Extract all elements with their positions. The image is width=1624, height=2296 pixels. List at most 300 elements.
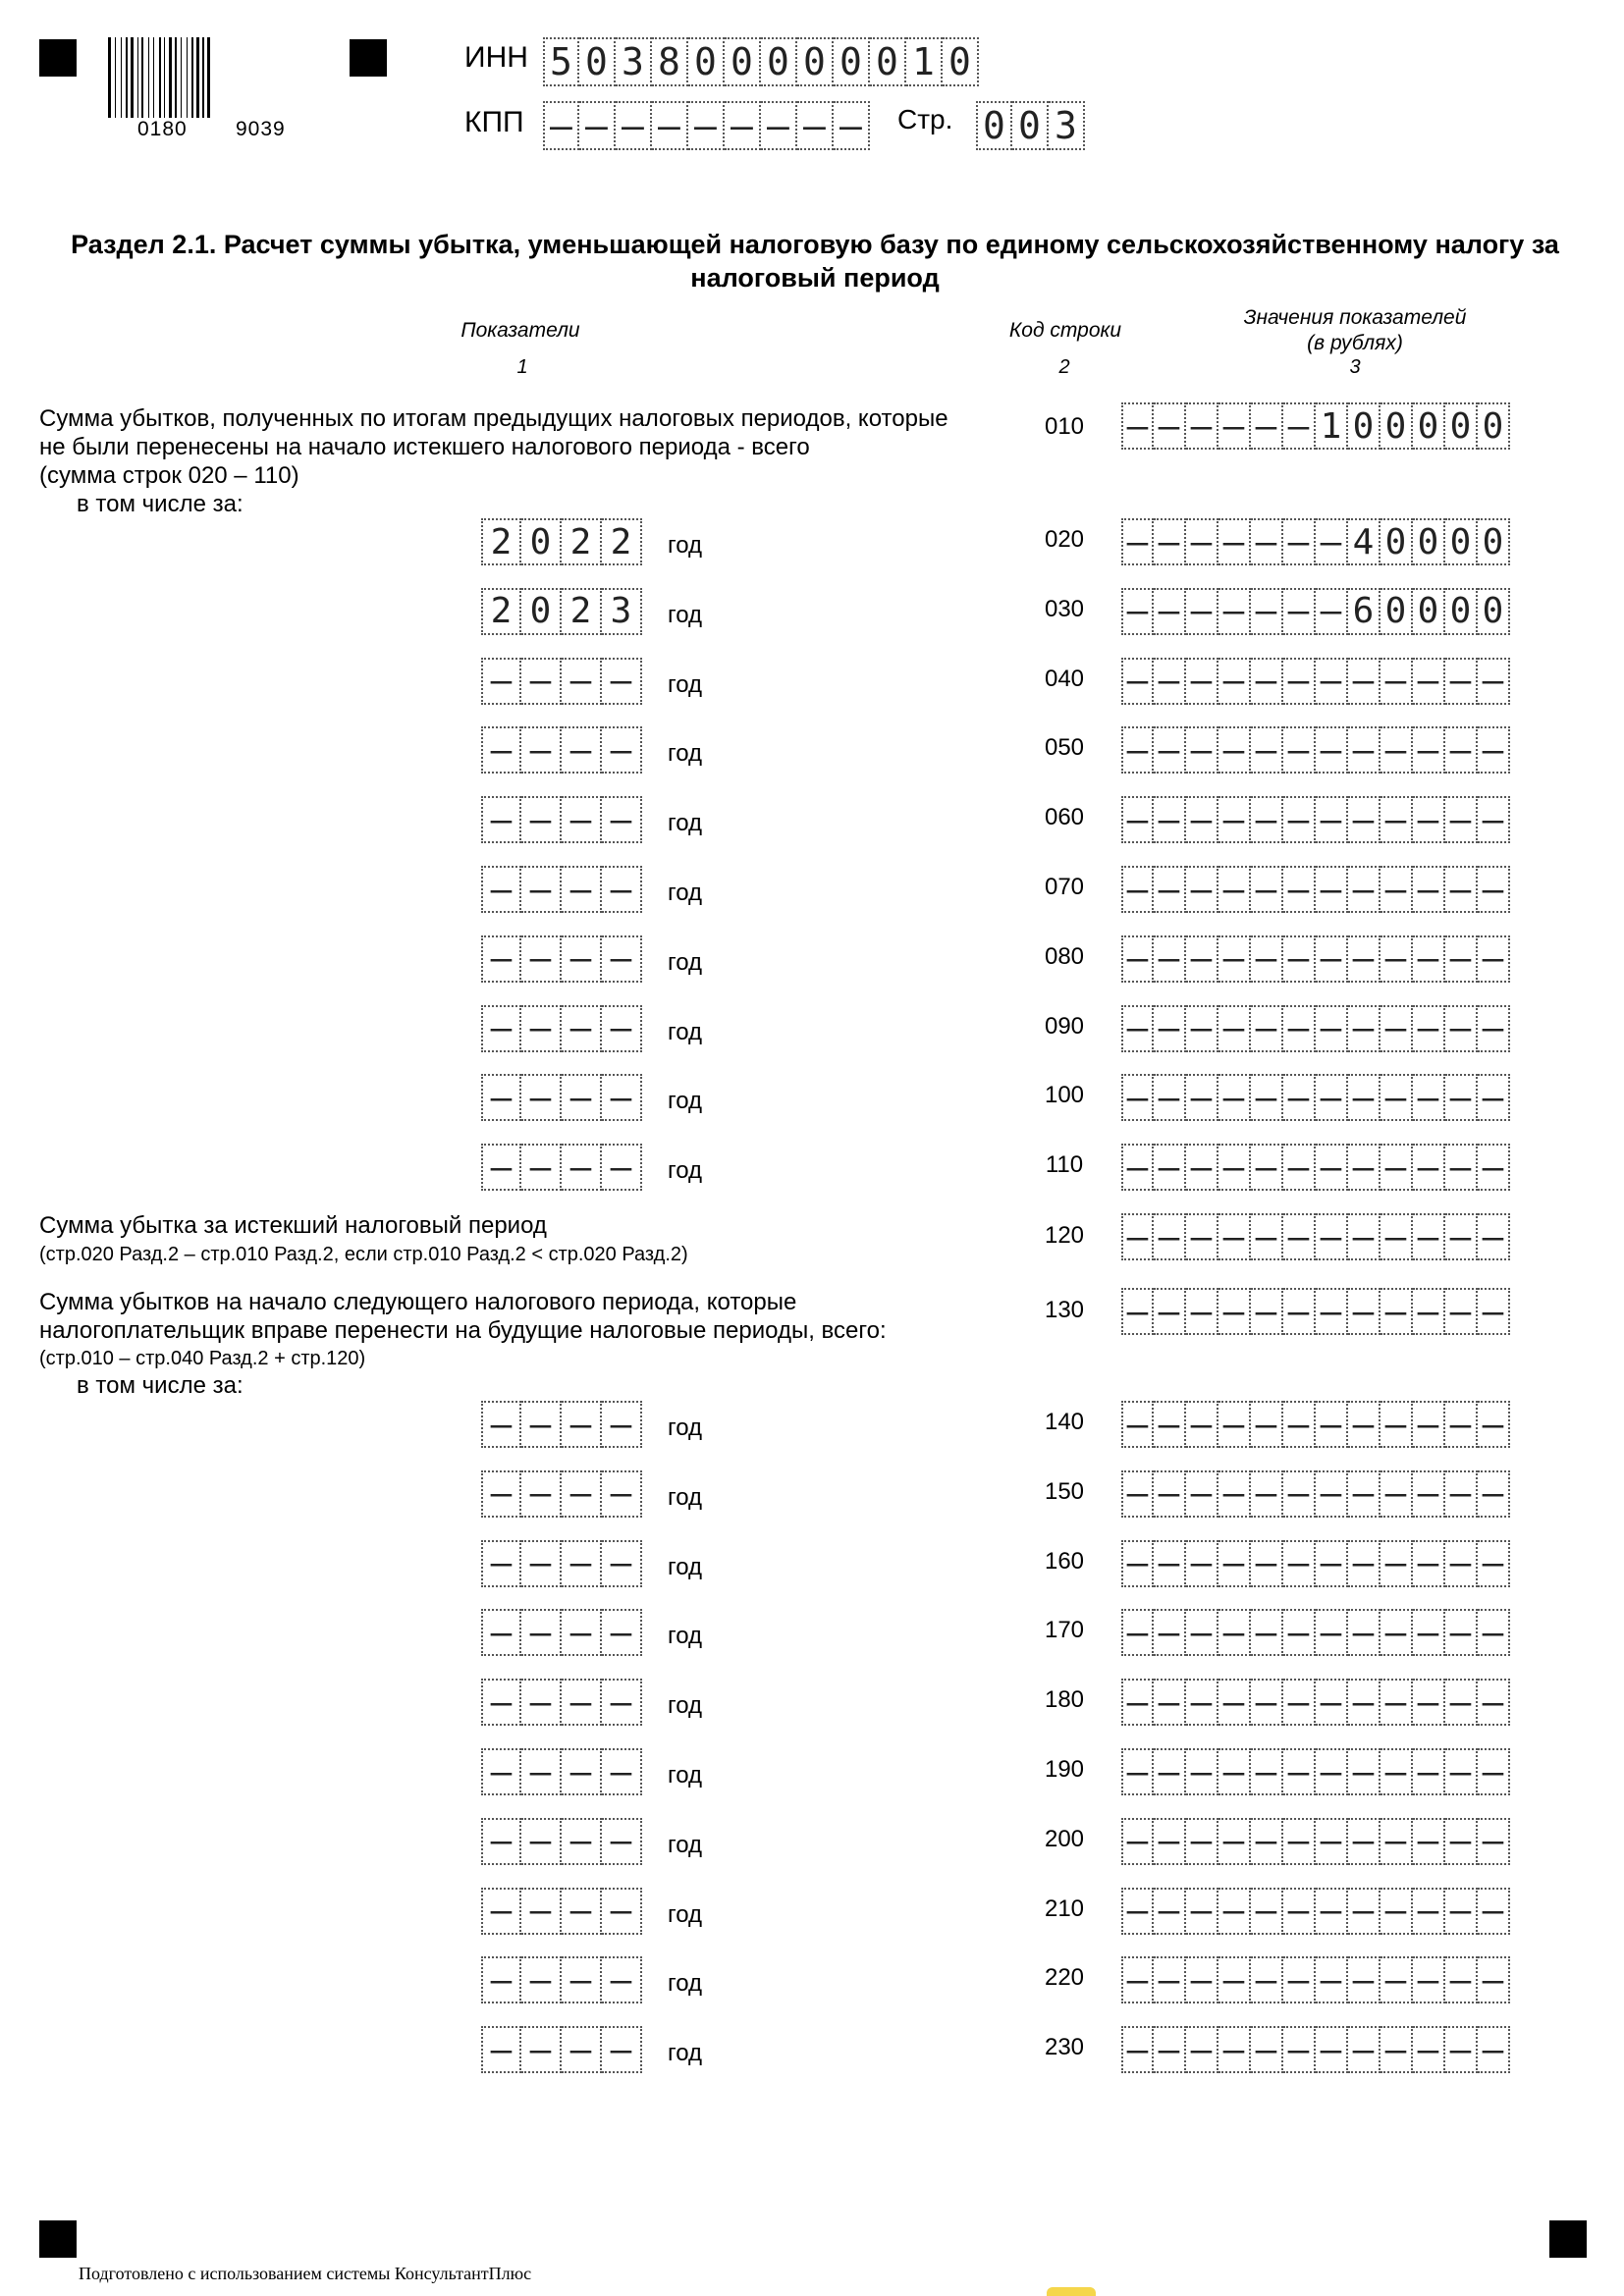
comb-cell[interactable]: 2 bbox=[562, 518, 602, 565]
comb-cell[interactable]: – bbox=[1251, 1005, 1283, 1052]
comb-cell[interactable]: – bbox=[1316, 1144, 1348, 1191]
year-field-140[interactable] bbox=[481, 1401, 642, 1448]
comb-cell[interactable]: – bbox=[562, 796, 602, 843]
comb-cell[interactable]: – bbox=[1251, 402, 1283, 450]
comb-cell[interactable]: – bbox=[1186, 1540, 1218, 1587]
comb-cell[interactable]: – bbox=[1380, 1470, 1413, 1518]
comb-cell[interactable]: – bbox=[1413, 2026, 1445, 2073]
comb-cell[interactable]: – bbox=[834, 101, 870, 150]
comb-cell[interactable]: – bbox=[1218, 1005, 1251, 1052]
comb-cell[interactable]: – bbox=[1218, 935, 1251, 983]
comb-cell[interactable]: – bbox=[1154, 796, 1186, 843]
comb-cell[interactable]: – bbox=[1186, 1213, 1218, 1260]
comb-cell[interactable]: 5 bbox=[543, 37, 579, 86]
comb-cell[interactable]: – bbox=[1218, 1470, 1251, 1518]
comb-cell[interactable]: – bbox=[1121, 1288, 1154, 1335]
comb-cell[interactable]: – bbox=[1186, 1818, 1218, 1865]
comb-cell[interactable]: – bbox=[602, 1748, 642, 1795]
comb-cell[interactable]: – bbox=[1251, 1679, 1283, 1726]
comb-cell[interactable]: – bbox=[652, 101, 688, 150]
comb-cell[interactable]: – bbox=[1478, 2026, 1510, 2073]
comb-cell[interactable]: – bbox=[1186, 1679, 1218, 1726]
comb-cell[interactable]: – bbox=[481, 1956, 521, 2003]
line-value-field-060[interactable] bbox=[1121, 796, 1510, 843]
year-field-150[interactable] bbox=[481, 1470, 642, 1518]
comb-cell[interactable]: – bbox=[521, 796, 562, 843]
comb-cell[interactable]: – bbox=[1251, 1540, 1283, 1587]
comb-cell[interactable]: – bbox=[1154, 1679, 1186, 1726]
comb-cell[interactable]: – bbox=[521, 1956, 562, 2003]
comb-cell[interactable]: – bbox=[1154, 1956, 1186, 2003]
comb-cell[interactable]: – bbox=[1251, 935, 1283, 983]
comb-cell[interactable]: – bbox=[1380, 1005, 1413, 1052]
comb-cell[interactable]: – bbox=[1283, 1540, 1316, 1587]
comb-cell[interactable]: – bbox=[602, 1956, 642, 2003]
comb-cell[interactable]: 0 bbox=[870, 37, 906, 86]
comb-cell[interactable]: – bbox=[1445, 1213, 1478, 1260]
comb-cell[interactable]: – bbox=[1283, 518, 1316, 565]
comb-cell[interactable]: – bbox=[1121, 1748, 1154, 1795]
comb-cell[interactable]: – bbox=[1218, 1609, 1251, 1656]
comb-cell[interactable]: – bbox=[1218, 1144, 1251, 1191]
comb-cell[interactable]: – bbox=[602, 1005, 642, 1052]
comb-cell[interactable]: 1 bbox=[1316, 402, 1348, 450]
comb-cell[interactable]: 3 bbox=[616, 37, 652, 86]
year-field-220[interactable] bbox=[481, 1956, 642, 2003]
comb-cell[interactable]: – bbox=[1478, 1748, 1510, 1795]
year-field-040[interactable] bbox=[481, 658, 642, 705]
comb-cell[interactable]: – bbox=[1121, 1609, 1154, 1656]
year-field-060[interactable] bbox=[481, 796, 642, 843]
comb-cell[interactable]: – bbox=[481, 1540, 521, 1587]
comb-cell[interactable]: – bbox=[1413, 1401, 1445, 1448]
kpp-field[interactable] bbox=[543, 101, 870, 150]
comb-cell[interactable]: – bbox=[1478, 1679, 1510, 1726]
comb-cell[interactable]: – bbox=[1121, 1540, 1154, 1587]
comb-cell[interactable]: 0 bbox=[1012, 101, 1049, 150]
comb-cell[interactable]: – bbox=[1413, 1888, 1445, 1935]
comb-cell[interactable]: 2 bbox=[481, 518, 521, 565]
line-value-field-170[interactable] bbox=[1121, 1609, 1510, 1656]
comb-cell[interactable]: – bbox=[1154, 1748, 1186, 1795]
comb-cell[interactable]: – bbox=[1154, 866, 1186, 913]
comb-cell[interactable]: 4 bbox=[1348, 518, 1380, 565]
comb-cell[interactable]: – bbox=[1186, 935, 1218, 983]
comb-cell[interactable]: – bbox=[481, 866, 521, 913]
comb-cell[interactable]: – bbox=[1121, 1470, 1154, 1518]
comb-cell[interactable]: – bbox=[1186, 658, 1218, 705]
comb-cell[interactable]: – bbox=[1251, 1470, 1283, 1518]
line-value-field-110[interactable] bbox=[1121, 1144, 1510, 1191]
comb-cell[interactable]: – bbox=[602, 1679, 642, 1726]
comb-cell[interactable]: – bbox=[1348, 935, 1380, 983]
comb-cell[interactable]: – bbox=[521, 726, 562, 774]
comb-cell[interactable]: – bbox=[1154, 1888, 1186, 1935]
comb-cell[interactable]: – bbox=[481, 1074, 521, 1121]
comb-cell[interactable]: – bbox=[1413, 866, 1445, 913]
comb-cell[interactable]: – bbox=[602, 1144, 642, 1191]
comb-cell[interactable]: – bbox=[1380, 1609, 1413, 1656]
comb-cell[interactable]: – bbox=[1186, 1144, 1218, 1191]
comb-cell[interactable]: – bbox=[1478, 796, 1510, 843]
comb-cell[interactable]: – bbox=[688, 101, 725, 150]
comb-cell[interactable]: – bbox=[1218, 658, 1251, 705]
comb-cell[interactable]: – bbox=[521, 1679, 562, 1726]
comb-cell[interactable]: 0 bbox=[1413, 402, 1445, 450]
comb-cell[interactable]: 0 bbox=[1445, 518, 1478, 565]
comb-cell[interactable]: – bbox=[1121, 866, 1154, 913]
comb-cell[interactable]: – bbox=[562, 2026, 602, 2073]
comb-cell[interactable]: – bbox=[602, 2026, 642, 2073]
comb-cell[interactable]: – bbox=[1478, 1213, 1510, 1260]
comb-cell[interactable]: – bbox=[1348, 1470, 1380, 1518]
comb-cell[interactable]: – bbox=[1121, 935, 1154, 983]
comb-cell[interactable]: – bbox=[562, 1956, 602, 2003]
line-value-field-100[interactable] bbox=[1121, 1074, 1510, 1121]
year-field-180[interactable] bbox=[481, 1679, 642, 1726]
comb-cell[interactable]: – bbox=[1478, 1005, 1510, 1052]
comb-cell[interactable]: – bbox=[1445, 796, 1478, 843]
comb-cell[interactable]: – bbox=[1251, 1888, 1283, 1935]
comb-cell[interactable]: 1 bbox=[906, 37, 943, 86]
comb-cell[interactable]: – bbox=[1316, 518, 1348, 565]
comb-cell[interactable]: – bbox=[1283, 2026, 1316, 2073]
comb-cell[interactable]: – bbox=[1283, 658, 1316, 705]
comb-cell[interactable]: – bbox=[1445, 1888, 1478, 1935]
comb-cell[interactable]: – bbox=[1445, 1074, 1478, 1121]
line-value-field-090[interactable] bbox=[1121, 1005, 1510, 1052]
comb-cell[interactable]: – bbox=[1348, 1540, 1380, 1587]
comb-cell[interactable]: – bbox=[1348, 866, 1380, 913]
comb-cell[interactable]: 0 bbox=[976, 101, 1012, 150]
comb-cell[interactable]: – bbox=[562, 1470, 602, 1518]
comb-cell[interactable]: – bbox=[1413, 1818, 1445, 1865]
line-value-field-180[interactable] bbox=[1121, 1679, 1510, 1726]
comb-cell[interactable]: – bbox=[1186, 1470, 1218, 1518]
comb-cell[interactable]: 8 bbox=[652, 37, 688, 86]
year-field-090[interactable] bbox=[481, 1005, 642, 1052]
comb-cell[interactable]: – bbox=[1348, 1005, 1380, 1052]
comb-cell[interactable]: – bbox=[562, 1748, 602, 1795]
comb-cell[interactable]: – bbox=[1348, 1748, 1380, 1795]
comb-cell[interactable]: – bbox=[521, 1074, 562, 1121]
comb-cell[interactable]: – bbox=[1445, 1609, 1478, 1656]
comb-cell[interactable]: – bbox=[1186, 2026, 1218, 2073]
comb-cell[interactable]: – bbox=[1121, 796, 1154, 843]
comb-cell[interactable]: – bbox=[562, 1540, 602, 1587]
comb-cell[interactable]: – bbox=[1478, 935, 1510, 983]
comb-cell[interactable]: – bbox=[1316, 1470, 1348, 1518]
year-field-170[interactable] bbox=[481, 1609, 642, 1656]
comb-cell[interactable]: 2 bbox=[562, 588, 602, 635]
comb-cell[interactable]: – bbox=[1380, 1679, 1413, 1726]
comb-cell[interactable]: 0 bbox=[1478, 402, 1510, 450]
comb-cell[interactable]: – bbox=[1316, 796, 1348, 843]
comb-cell[interactable]: – bbox=[1380, 796, 1413, 843]
year-field-020[interactable] bbox=[481, 518, 642, 565]
comb-cell[interactable]: – bbox=[1316, 935, 1348, 983]
comb-cell[interactable]: – bbox=[1186, 726, 1218, 774]
comb-cell[interactable]: – bbox=[1348, 1609, 1380, 1656]
comb-cell[interactable]: – bbox=[1154, 1213, 1186, 1260]
comb-cell[interactable]: – bbox=[1283, 588, 1316, 635]
comb-cell[interactable]: – bbox=[1251, 518, 1283, 565]
comb-cell[interactable]: – bbox=[1348, 1213, 1380, 1260]
line-value-field-220[interactable] bbox=[1121, 1956, 1510, 2003]
comb-cell[interactable]: – bbox=[1478, 658, 1510, 705]
comb-cell[interactable]: – bbox=[1218, 1748, 1251, 1795]
comb-cell[interactable]: – bbox=[562, 726, 602, 774]
comb-cell[interactable]: – bbox=[1154, 1818, 1186, 1865]
comb-cell[interactable]: – bbox=[1348, 1144, 1380, 1191]
comb-cell[interactable]: 0 bbox=[521, 588, 562, 635]
comb-cell[interactable]: – bbox=[1251, 726, 1283, 774]
comb-cell[interactable]: – bbox=[1154, 402, 1186, 450]
comb-cell[interactable]: – bbox=[521, 1888, 562, 1935]
comb-cell[interactable]: 0 bbox=[1348, 402, 1380, 450]
comb-cell[interactable]: – bbox=[1218, 1288, 1251, 1335]
comb-cell[interactable]: – bbox=[602, 866, 642, 913]
comb-cell[interactable]: – bbox=[1413, 1540, 1445, 1587]
comb-cell[interactable]: – bbox=[1154, 1470, 1186, 1518]
comb-cell[interactable]: – bbox=[1186, 518, 1218, 565]
comb-cell[interactable]: – bbox=[1348, 1401, 1380, 1448]
comb-cell[interactable]: – bbox=[725, 101, 761, 150]
comb-cell[interactable]: – bbox=[1283, 1818, 1316, 1865]
comb-cell[interactable]: – bbox=[1283, 402, 1316, 450]
comb-cell[interactable]: – bbox=[1478, 1074, 1510, 1121]
comb-cell[interactable]: – bbox=[1478, 1401, 1510, 1448]
comb-cell[interactable]: – bbox=[761, 101, 797, 150]
line-130-value-field[interactable] bbox=[1121, 1288, 1510, 1335]
comb-cell[interactable]: – bbox=[1316, 1074, 1348, 1121]
comb-cell[interactable]: – bbox=[481, 1748, 521, 1795]
comb-cell[interactable]: – bbox=[562, 935, 602, 983]
comb-cell[interactable]: – bbox=[1251, 1288, 1283, 1335]
comb-cell[interactable]: – bbox=[1348, 1679, 1380, 1726]
comb-cell[interactable]: – bbox=[1251, 588, 1283, 635]
comb-cell[interactable]: – bbox=[1445, 1288, 1478, 1335]
year-field-100[interactable] bbox=[481, 1074, 642, 1121]
comb-cell[interactable]: – bbox=[1251, 1748, 1283, 1795]
comb-cell[interactable]: – bbox=[481, 1818, 521, 1865]
comb-cell[interactable]: 0 bbox=[943, 37, 979, 86]
comb-cell[interactable]: – bbox=[602, 658, 642, 705]
comb-cell[interactable]: – bbox=[521, 1401, 562, 1448]
comb-cell[interactable]: – bbox=[1380, 1288, 1413, 1335]
comb-cell[interactable]: – bbox=[1316, 1888, 1348, 1935]
line-value-field-160[interactable] bbox=[1121, 1540, 1510, 1587]
comb-cell[interactable]: – bbox=[1283, 935, 1316, 983]
comb-cell[interactable]: – bbox=[1251, 866, 1283, 913]
line-value-field-030[interactable] bbox=[1121, 588, 1510, 635]
comb-cell[interactable]: – bbox=[1348, 1818, 1380, 1865]
comb-cell[interactable]: – bbox=[1316, 866, 1348, 913]
comb-cell[interactable]: – bbox=[1413, 935, 1445, 983]
comb-cell[interactable]: – bbox=[1121, 1888, 1154, 1935]
comb-cell[interactable]: – bbox=[1251, 1818, 1283, 1865]
comb-cell[interactable]: – bbox=[602, 726, 642, 774]
comb-cell[interactable]: – bbox=[1316, 1609, 1348, 1656]
comb-cell[interactable]: – bbox=[1186, 1748, 1218, 1795]
comb-cell[interactable]: – bbox=[1380, 658, 1413, 705]
comb-cell[interactable]: – bbox=[1348, 1288, 1380, 1335]
comb-cell[interactable]: – bbox=[1445, 1956, 1478, 2003]
comb-cell[interactable]: – bbox=[1283, 1288, 1316, 1335]
comb-cell[interactable]: – bbox=[1218, 796, 1251, 843]
comb-cell[interactable]: – bbox=[1283, 1401, 1316, 1448]
comb-cell[interactable]: – bbox=[1445, 1818, 1478, 1865]
comb-cell[interactable]: – bbox=[1218, 1213, 1251, 1260]
comb-cell[interactable]: – bbox=[521, 1144, 562, 1191]
line-value-field-070[interactable] bbox=[1121, 866, 1510, 913]
comb-cell[interactable]: – bbox=[481, 1470, 521, 1518]
comb-cell[interactable]: – bbox=[1316, 1679, 1348, 1726]
comb-cell[interactable]: – bbox=[1251, 1213, 1283, 1260]
comb-cell[interactable]: – bbox=[1218, 2026, 1251, 2073]
comb-cell[interactable]: – bbox=[1348, 796, 1380, 843]
comb-cell[interactable]: – bbox=[1380, 1956, 1413, 2003]
comb-cell[interactable]: – bbox=[1121, 1213, 1154, 1260]
comb-cell[interactable]: – bbox=[521, 658, 562, 705]
comb-cell[interactable]: – bbox=[1121, 402, 1154, 450]
comb-cell[interactable]: – bbox=[481, 1679, 521, 1726]
comb-cell[interactable]: – bbox=[1251, 1401, 1283, 1448]
comb-cell[interactable]: – bbox=[1218, 1401, 1251, 1448]
year-field-230[interactable] bbox=[481, 2026, 642, 2073]
comb-cell[interactable]: – bbox=[602, 1074, 642, 1121]
comb-cell[interactable]: – bbox=[1283, 1609, 1316, 1656]
comb-cell[interactable]: – bbox=[1121, 1956, 1154, 2003]
comb-cell[interactable]: – bbox=[562, 1074, 602, 1121]
comb-cell[interactable]: – bbox=[1478, 1956, 1510, 2003]
comb-cell[interactable]: – bbox=[481, 2026, 521, 2073]
comb-cell[interactable]: 0 bbox=[1380, 518, 1413, 565]
comb-cell[interactable]: – bbox=[1251, 1144, 1283, 1191]
comb-cell[interactable]: – bbox=[521, 1470, 562, 1518]
comb-cell[interactable]: 0 bbox=[1445, 588, 1478, 635]
comb-cell[interactable]: – bbox=[1380, 1818, 1413, 1865]
comb-cell[interactable]: – bbox=[481, 1401, 521, 1448]
comb-cell[interactable]: – bbox=[1154, 1074, 1186, 1121]
comb-cell[interactable]: – bbox=[1218, 518, 1251, 565]
comb-cell[interactable]: – bbox=[562, 1609, 602, 1656]
comb-cell[interactable]: – bbox=[1445, 1144, 1478, 1191]
comb-cell[interactable]: – bbox=[1413, 1470, 1445, 1518]
comb-cell[interactable]: – bbox=[1348, 1956, 1380, 2003]
comb-cell[interactable]: – bbox=[1380, 1401, 1413, 1448]
comb-cell[interactable]: – bbox=[562, 1818, 602, 1865]
comb-cell[interactable]: – bbox=[1251, 1956, 1283, 2003]
comb-cell[interactable]: – bbox=[1218, 1818, 1251, 1865]
comb-cell[interactable]: – bbox=[1445, 2026, 1478, 2073]
comb-cell[interactable]: 0 bbox=[797, 37, 834, 86]
comb-cell[interactable]: – bbox=[562, 866, 602, 913]
comb-cell[interactable]: 0 bbox=[761, 37, 797, 86]
comb-cell[interactable]: 0 bbox=[521, 518, 562, 565]
comb-cell[interactable]: – bbox=[521, 1005, 562, 1052]
line-value-field-140[interactable] bbox=[1121, 1401, 1510, 1448]
comb-cell[interactable]: – bbox=[1154, 1144, 1186, 1191]
comb-cell[interactable]: – bbox=[562, 658, 602, 705]
comb-cell[interactable]: – bbox=[1121, 1401, 1154, 1448]
comb-cell[interactable]: – bbox=[1186, 588, 1218, 635]
comb-cell[interactable]: – bbox=[1283, 1956, 1316, 2003]
year-field-160[interactable] bbox=[481, 1540, 642, 1587]
comb-cell[interactable]: – bbox=[1154, 658, 1186, 705]
comb-cell[interactable]: – bbox=[1218, 1074, 1251, 1121]
comb-cell[interactable]: – bbox=[1445, 1470, 1478, 1518]
comb-cell[interactable]: – bbox=[1445, 935, 1478, 983]
comb-cell[interactable]: 2 bbox=[481, 588, 521, 635]
comb-cell[interactable]: – bbox=[1478, 1540, 1510, 1587]
comb-cell[interactable]: – bbox=[797, 101, 834, 150]
comb-cell[interactable]: – bbox=[1154, 1401, 1186, 1448]
comb-cell[interactable]: – bbox=[1251, 1074, 1283, 1121]
line-value-field-040[interactable] bbox=[1121, 658, 1510, 705]
comb-cell[interactable]: – bbox=[1251, 1609, 1283, 1656]
comb-cell[interactable]: – bbox=[1316, 1818, 1348, 1865]
comb-cell[interactable]: – bbox=[1445, 658, 1478, 705]
comb-cell[interactable]: – bbox=[1121, 1818, 1154, 1865]
comb-cell[interactable]: – bbox=[1316, 1401, 1348, 1448]
comb-cell[interactable]: – bbox=[1251, 796, 1283, 843]
comb-cell[interactable]: – bbox=[1154, 1005, 1186, 1052]
year-field-080[interactable] bbox=[481, 935, 642, 983]
comb-cell[interactable]: – bbox=[1380, 866, 1413, 913]
comb-cell[interactable]: – bbox=[1413, 1748, 1445, 1795]
comb-cell[interactable]: – bbox=[1251, 2026, 1283, 2073]
comb-cell[interactable]: – bbox=[562, 1005, 602, 1052]
comb-cell[interactable]: – bbox=[1154, 1540, 1186, 1587]
line-value-field-080[interactable] bbox=[1121, 935, 1510, 983]
comb-cell[interactable]: – bbox=[1445, 1005, 1478, 1052]
comb-cell[interactable]: – bbox=[521, 1818, 562, 1865]
comb-cell[interactable]: – bbox=[616, 101, 652, 150]
comb-cell[interactable]: – bbox=[521, 1748, 562, 1795]
comb-cell[interactable]: – bbox=[1154, 935, 1186, 983]
comb-cell[interactable]: – bbox=[1283, 726, 1316, 774]
comb-cell[interactable]: – bbox=[521, 935, 562, 983]
comb-cell[interactable]: 0 bbox=[1445, 402, 1478, 450]
comb-cell[interactable]: – bbox=[1380, 1888, 1413, 1935]
line-value-field-020[interactable] bbox=[1121, 518, 1510, 565]
comb-cell[interactable]: – bbox=[1380, 1074, 1413, 1121]
comb-cell[interactable]: 0 bbox=[834, 37, 870, 86]
comb-cell[interactable]: 0 bbox=[688, 37, 725, 86]
comb-cell[interactable]: – bbox=[1283, 1213, 1316, 1260]
comb-cell[interactable]: – bbox=[562, 1888, 602, 1935]
comb-cell[interactable]: – bbox=[1316, 2026, 1348, 2073]
comb-cell[interactable]: – bbox=[481, 1144, 521, 1191]
comb-cell[interactable]: – bbox=[1348, 726, 1380, 774]
comb-cell[interactable]: – bbox=[579, 101, 616, 150]
comb-cell[interactable]: – bbox=[1348, 2026, 1380, 2073]
comb-cell[interactable]: – bbox=[1154, 2026, 1186, 2073]
comb-cell[interactable]: – bbox=[1445, 866, 1478, 913]
comb-cell[interactable]: – bbox=[1218, 1888, 1251, 1935]
comb-cell[interactable]: 0 bbox=[579, 37, 616, 86]
page-number-field[interactable] bbox=[976, 101, 1085, 150]
comb-cell[interactable]: – bbox=[1380, 726, 1413, 774]
comb-cell[interactable]: – bbox=[1154, 588, 1186, 635]
comb-cell[interactable]: – bbox=[1218, 1679, 1251, 1726]
comb-cell[interactable]: – bbox=[481, 726, 521, 774]
comb-cell[interactable]: – bbox=[1218, 866, 1251, 913]
comb-cell[interactable]: – bbox=[1218, 726, 1251, 774]
comb-cell[interactable]: – bbox=[1186, 1005, 1218, 1052]
year-field-190[interactable] bbox=[481, 1748, 642, 1795]
